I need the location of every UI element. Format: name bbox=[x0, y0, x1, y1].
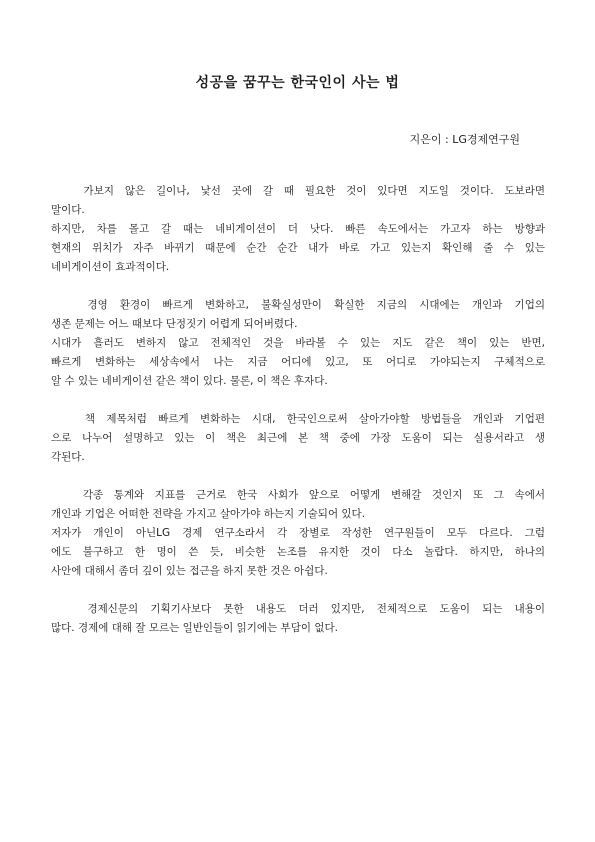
text-line: 사안에 대해서 좀더 깊이 있는 접근을 하지 못한 것은 아쉽다. bbox=[51, 565, 328, 577]
text-line: 시대가 흘러도 변하지 않고 전체적인 것을 바라볼 수 있는 지도 같은 책이 있는 반면, bbox=[51, 337, 545, 349]
text-line: 하지만, 차를 몰고 갈 때는 네비게이션이 더 낫다. 빠른 속도에서는 가고자 하는 방향과 bbox=[51, 223, 545, 235]
text-line: 각된다. bbox=[51, 451, 85, 463]
text-line: 각종 통계와 지표를 근거로 한국 사회가 앞으로 어떻게 변해갈 것인지 또 그 속에서 bbox=[51, 489, 545, 501]
paragraph bbox=[51, 486, 545, 581]
text-line: 저자가 개인이 아닌LG 경제 연구소라서 각 장별로 작성한 연구원들이 모두 다르다. 그럼 bbox=[51, 527, 545, 539]
text-line: 현재의 위치가 자주 바뀌기 때문에 순간 순간 내가 바로 가고 있는지 확인해 줄 수 있는 bbox=[51, 242, 545, 254]
text-line: 알 수 있는 네비게이션 같은 책이 있다. 물론, 이 책은 후자다. bbox=[51, 375, 328, 387]
author-line: 지은이 : LG경제연구원 bbox=[409, 133, 520, 146]
document-body bbox=[51, 182, 545, 657]
paragraph bbox=[51, 296, 545, 391]
text-line: 많다. 경제에 대해 잘 모르는 일반인들이 읽기에는 부담이 없다. bbox=[51, 622, 338, 634]
text-line: 책 제목처럼 빠르게 변화하는 시대, 한국인으로써 살아가야할 방법들을 개인과 기업편 bbox=[51, 413, 545, 425]
paragraph bbox=[51, 182, 545, 277]
document-title: 성공을 꿈꾸는 한국인이 사는 법 bbox=[195, 75, 400, 91]
text-line: 개인과 기업은 어떠한 전략을 가지고 살아가야 하는지 기술되어 있다. bbox=[51, 508, 366, 520]
text-line: 생존 문제는 어느 때보다 단정짓기 어렵게 되어버렸다. bbox=[51, 318, 298, 330]
text-line: 경제신문의 기획기사보다 못한 내용도 더러 있지만, 전체적으로 도움이 되는 내용이 bbox=[51, 603, 545, 615]
text-line: 네비게이션이 효과적이다. bbox=[51, 261, 170, 273]
text-line: 빠르게 변화하는 세상속에서 나는 지금 어디에 있고, 또 어디로 가야되는지 구체적으로 bbox=[51, 356, 545, 368]
paragraph bbox=[51, 410, 545, 467]
text-line: 경영 환경이 빠르게 변화하고, 불확실성만이 확실한 지금의 시대에는 개인과 기업의 bbox=[51, 299, 545, 311]
text-line: 에도 불구하고 한 명이 쓴 듯, 비슷한 논조를 유지한 것이 다소 놀랍다. 하지만, 하나의 bbox=[51, 546, 545, 558]
paragraph bbox=[51, 600, 545, 638]
text-line: 말이다. bbox=[51, 204, 85, 216]
text-line: 가보지 않은 길이나, 낯선 곳에 갈 때 필요한 것이 있다면 지도일 것이다. 도보라면 bbox=[51, 185, 545, 197]
text-line: 으로 나누어 설명하고 있는 이 책은 최근에 본 책 중에 가장 도움이 되는 실용서라고 생 bbox=[51, 432, 545, 444]
